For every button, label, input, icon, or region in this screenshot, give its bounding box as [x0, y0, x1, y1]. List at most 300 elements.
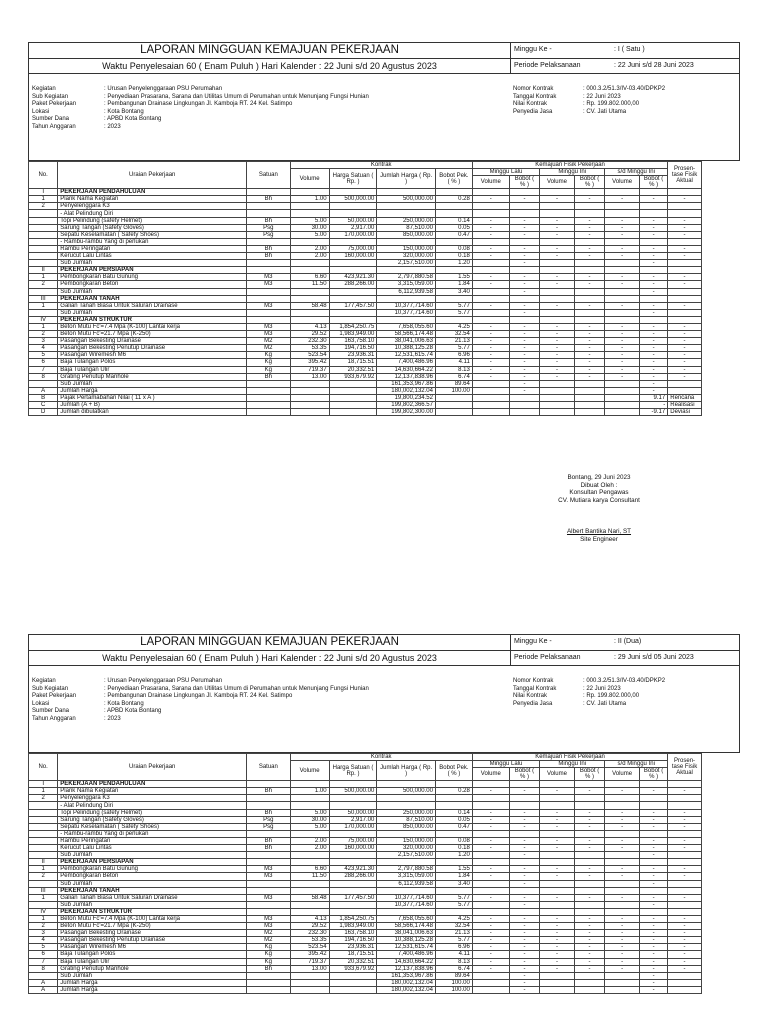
row-jumlah [377, 267, 436, 274]
row-uraian: PEKERJAAN STRUKTUR [58, 908, 247, 915]
row-progress-cell: - [605, 302, 640, 309]
row-prosentase [668, 795, 702, 802]
info-row [32, 708, 369, 716]
row-progress-cell: - [509, 866, 539, 873]
row-progress-cell [605, 267, 640, 274]
row-progress-cell [540, 830, 575, 837]
row-volume [290, 288, 329, 295]
row-uraian: Sub Jumlah [58, 880, 247, 887]
row-progress-cell: - [605, 373, 640, 380]
row-progress-cell: - [472, 965, 509, 972]
row-progress-cell: - [540, 873, 575, 880]
table-row [29, 302, 740, 309]
minggu-label: Minggu Ke - [514, 638, 552, 645]
row-progress-cell [472, 295, 509, 302]
row-no [29, 380, 58, 387]
row-progress-cell: - [509, 338, 539, 345]
row-prosentase [668, 380, 702, 387]
row-progress-cell: - [639, 359, 667, 366]
row-satuan: M3 [247, 281, 290, 288]
row-progress-cell: - [540, 915, 575, 922]
row-volume: 30.00 [290, 816, 329, 823]
row-progress-cell: - [639, 937, 667, 944]
row-progress-cell: - [540, 281, 575, 288]
row-progress-cell: - [574, 345, 604, 352]
row-bobot: 5.77 [435, 309, 472, 316]
row-volume: 6.60 [290, 866, 329, 873]
info-key: Paket Pekerjaan [32, 101, 77, 108]
row-progress-cell [639, 859, 667, 866]
row-volume: 5.00 [290, 809, 329, 816]
col-minggu-lalu: Minggu Lalu [472, 761, 539, 768]
row-progress-cell [574, 189, 604, 196]
row-progress-cell [605, 402, 640, 409]
row-jumlah: 14,630,664.22 [377, 958, 436, 965]
row-progress-cell: - [472, 323, 509, 330]
info-value: : CV. Jati Utama [583, 108, 627, 115]
row-progress-cell: - [639, 352, 667, 359]
row-uraian: PEKERJAAN PERSIAPAN [58, 267, 247, 274]
row-bobot: 3.40 [435, 880, 472, 887]
row-volume: 1.00 [290, 196, 329, 203]
row-progress-cell [540, 972, 575, 979]
col-jumlah-harga: Jumlah Harga ( Rp. ) [377, 761, 436, 781]
row-harga: 20,332.51 [329, 366, 377, 373]
row-progress-cell [472, 795, 509, 802]
row-harga: 20,332.51 [329, 958, 377, 965]
row-progress-cell [472, 781, 509, 788]
row-jumlah: 2,157,510.00 [377, 260, 436, 267]
signature-company: CV. Mutiara karya Consultant [558, 496, 640, 504]
row-progress-cell: - [639, 823, 667, 830]
row-progress-cell: - [605, 231, 640, 238]
row-progress-cell [574, 986, 604, 993]
row-uraian: Galian Tanah Biasa Untuk Saluran Drainase [58, 302, 247, 309]
row-satuan: M2 [247, 930, 290, 937]
row-no [29, 238, 58, 245]
col-satuan: Satuan [247, 162, 290, 189]
row-harga [329, 901, 377, 908]
row-no [29, 816, 58, 823]
row-bobot: 100.00 [435, 979, 472, 986]
row-uraian: Pasangan Bekesting Penutup Drainase [58, 345, 247, 352]
row-progress-cell: - [509, 979, 539, 986]
row-bobot [435, 908, 472, 915]
row-jumlah: 12,531,615.74 [377, 352, 436, 359]
row-progress-cell: - [472, 366, 509, 373]
info-row [32, 101, 369, 109]
row-progress-cell: - [639, 366, 667, 373]
row-progress-cell: - [639, 281, 667, 288]
row-progress-cell: - [509, 958, 539, 965]
row-progress-cell: -9.17 [639, 409, 667, 416]
row-progress-cell [540, 267, 575, 274]
col-bobot: Bobot ( % ) [509, 768, 539, 781]
row-jumlah: 7,658,055.60 [377, 915, 436, 922]
row-harga: 423,921.30 [329, 866, 377, 873]
table-row [29, 316, 740, 323]
row-satuan [247, 880, 290, 887]
info-row [32, 701, 369, 709]
row-harga [329, 781, 377, 788]
row-uraian: Penyelenggara K3 [58, 203, 247, 210]
col-volume: Volume [605, 768, 640, 781]
row-progress-cell: - [574, 923, 604, 930]
row-satuan: Bh [247, 373, 290, 380]
row-progress-cell: - [639, 302, 667, 309]
row-satuan: M3 [247, 915, 290, 922]
table-row [29, 894, 740, 901]
row-progress-cell: - [509, 196, 539, 203]
report-week-1 [28, 42, 740, 416]
row-jumlah: 10,377,714.60 [377, 894, 436, 901]
row-progress-cell [574, 795, 604, 802]
row-uraian: Pasangan Wiremesh M6 [58, 944, 247, 951]
info-row [32, 86, 369, 94]
row-satuan: Bh [247, 196, 290, 203]
row-prosentase: - [668, 944, 702, 951]
row-no [29, 309, 58, 316]
row-progress-cell: - [605, 944, 640, 951]
row-harga [329, 260, 377, 267]
row-progress-cell [509, 394, 539, 401]
row-progress-cell: - [605, 965, 640, 972]
row-harga: 23,936.31 [329, 352, 377, 359]
row-jumlah: 180,002,132.04 [377, 979, 436, 986]
row-harga: 160,000.00 [329, 253, 377, 260]
row-jumlah: 58,566,174.48 [377, 331, 436, 338]
row-uraian: PEKERJAAN PENDAHULUAN [58, 189, 247, 196]
row-progress-cell [509, 830, 539, 837]
table-row [29, 915, 740, 922]
row-progress-cell: - [540, 823, 575, 830]
table-row [29, 830, 740, 837]
row-progress-cell: - [639, 845, 667, 852]
table-row [29, 951, 740, 958]
row-uraian: Penyelenggara K3 [58, 795, 247, 802]
row-prosentase [668, 316, 702, 323]
row-bobot [435, 409, 472, 416]
col-kontrak: Kontrak [290, 162, 472, 169]
info-value: : Urusan Penyelenggaraan PSU Perumahan [104, 678, 223, 684]
row-progress-cell: - [605, 338, 640, 345]
report-header [28, 42, 740, 59]
row-harga [329, 852, 377, 859]
row-no: 3 [29, 338, 58, 345]
row-bobot [435, 316, 472, 323]
table-row [29, 809, 740, 816]
row-progress-cell: - [605, 866, 640, 873]
row-volume: 5.00 [290, 823, 329, 830]
col-volume: Volume [540, 768, 575, 781]
row-progress-cell: - [540, 224, 575, 231]
row-harga: 18,715.51 [329, 951, 377, 958]
row-progress-cell [605, 830, 640, 837]
info-row [32, 716, 369, 724]
row-prosentase [668, 203, 702, 210]
row-progress-cell [472, 387, 509, 394]
row-progress-cell: - [574, 359, 604, 366]
row-progress-cell [472, 260, 509, 267]
row-progress-cell: - [574, 281, 604, 288]
row-bobot: 21.13 [435, 338, 472, 345]
row-prosentase: - [668, 224, 702, 231]
report-header [28, 634, 740, 651]
row-volume: 29.52 [290, 923, 329, 930]
row-progress-cell: - [574, 231, 604, 238]
row-progress-cell: - [509, 972, 539, 979]
row-progress-cell: - [574, 274, 604, 281]
periode-value: : 29 Juni s/d 05 Juni 2023 [614, 654, 694, 661]
info-key: Nomor Kontrak [513, 678, 554, 684]
row-progress-cell: - [509, 823, 539, 830]
row-progress-cell: - [540, 837, 575, 844]
row-progress-cell: - [639, 373, 667, 380]
row-bobot: 0.47 [435, 823, 472, 830]
row-progress-cell [605, 210, 640, 217]
row-prosentase [668, 859, 702, 866]
row-volume: 395.42 [290, 951, 329, 958]
row-progress-cell: - [574, 224, 604, 231]
table-row [29, 986, 740, 993]
row-progress-cell: - [472, 845, 509, 852]
row-progress-cell: - [605, 923, 640, 930]
row-progress-cell [540, 795, 575, 802]
signature-made-by: Dibuat Oleh : [580, 481, 618, 489]
row-prosentase: - [668, 958, 702, 965]
row-progress-cell: - [509, 915, 539, 922]
row-progress-cell [540, 852, 575, 859]
row-progress-cell: - [472, 331, 509, 338]
row-bobot: 5.77 [435, 345, 472, 352]
row-bobot [435, 267, 472, 274]
row-no: I [29, 781, 58, 788]
row-jumlah [377, 203, 436, 210]
col-no: No. [29, 754, 58, 781]
table-row [29, 274, 740, 281]
row-satuan: M3 [247, 923, 290, 930]
row-satuan [247, 986, 290, 993]
row-progress-cell: - [472, 338, 509, 345]
row-harga: 75,000.00 [329, 837, 377, 844]
row-bobot [435, 830, 472, 837]
row-volume: 523.54 [290, 944, 329, 951]
row-jumlah [377, 295, 436, 302]
table-row [29, 923, 740, 930]
row-progress-cell [574, 210, 604, 217]
info-row [32, 116, 369, 124]
info-value: : CV. Jati Utama [583, 700, 627, 707]
row-volume: 2.00 [290, 245, 329, 252]
row-satuan [247, 260, 290, 267]
info-value: : Pembangunan Drainase Lingkungan Jl. Kamboja RT. 24 Kel. Satimpo [104, 693, 293, 700]
info-key: Sub Kegiatan [32, 685, 69, 692]
row-harga: 23,936.31 [329, 944, 377, 951]
row-progress-cell: - [509, 323, 539, 330]
progress-table [28, 161, 740, 416]
row-progress-cell: - [605, 253, 640, 260]
row-uraian: Kerucut Lalu Lintas [58, 845, 247, 852]
signature-place-date: Bontang, 29 Juni 2023 [567, 474, 631, 481]
row-progress-cell: - [605, 845, 640, 852]
row-progress-cell [509, 908, 539, 915]
row-progress-cell [605, 887, 640, 894]
row-satuan [247, 380, 290, 387]
row-progress-cell: - [574, 196, 604, 203]
minggu-value: : II (Dua) [614, 638, 642, 645]
row-volume: 13.00 [290, 373, 329, 380]
row-no: D [29, 409, 58, 416]
row-volume [290, 781, 329, 788]
row-prosentase [668, 802, 702, 809]
row-progress-cell [605, 880, 640, 887]
row-progress-cell [639, 267, 667, 274]
row-volume: 53.35 [290, 937, 329, 944]
row-bobot: 32.54 [435, 331, 472, 338]
row-progress-cell: - [574, 845, 604, 852]
row-uraian: Beton Mutu Fc'=21.7 Mpa (K-250) [58, 923, 247, 930]
col-kemajuan: Kemajuan Fisik Pekerjaan [472, 162, 667, 169]
row-progress-cell [509, 203, 539, 210]
row-uraian: Topi Pelindung (safety Helmet) [58, 809, 247, 816]
col-satuan: Satuan [247, 754, 290, 781]
row-progress-cell [472, 238, 509, 245]
row-progress-cell [509, 402, 539, 409]
row-uraian: Pembongkaran Beton [58, 873, 247, 880]
row-jumlah: 199,802,366.57 [377, 402, 436, 409]
table-row [29, 338, 740, 345]
row-uraian: Baja Tulangan Ulir [58, 958, 247, 965]
row-volume [290, 802, 329, 809]
table-row [29, 908, 740, 915]
row-harga [329, 802, 377, 809]
row-bobot [435, 781, 472, 788]
row-prosentase: - [668, 866, 702, 873]
row-prosentase [668, 295, 702, 302]
row-progress-cell: - [639, 944, 667, 951]
row-uraian: Pembongkaran Batu Gunung [58, 274, 247, 281]
row-volume: 719.37 [290, 958, 329, 965]
row-uraian: Rambu Peringatan [58, 245, 247, 252]
row-bobot [435, 859, 472, 866]
row-progress-cell: - [540, 352, 575, 359]
row-no: IV [29, 908, 58, 915]
row-progress-cell [472, 409, 509, 416]
row-harga: 163,758.10 [329, 338, 377, 345]
row-progress-cell [574, 309, 604, 316]
table-row [29, 210, 740, 217]
row-no: 7 [29, 366, 58, 373]
row-progress-cell [574, 830, 604, 837]
row-satuan [247, 979, 290, 986]
row-progress-cell: - [639, 309, 667, 316]
row-progress-cell: - [540, 253, 575, 260]
row-prosentase: - [668, 253, 702, 260]
row-progress-cell: - [574, 338, 604, 345]
row-progress-cell: - [540, 788, 575, 795]
row-progress-cell [472, 316, 509, 323]
row-jumlah: 180,002,132.04 [377, 387, 436, 394]
info-value: : 2023 [104, 715, 121, 722]
row-progress-cell: - [639, 274, 667, 281]
row-jumlah: 250,000.00 [377, 809, 436, 816]
row-satuan [247, 295, 290, 302]
row-uraian: Beton Mutu Fc'=7.4 Mpa (K-100) Lantai kerja [58, 915, 247, 922]
row-prosentase: - [668, 196, 702, 203]
row-progress-cell: - [605, 894, 640, 901]
row-satuan: Psg [247, 816, 290, 823]
row-bobot: 0.05 [435, 816, 472, 823]
row-harga: 1,983,949.00 [329, 923, 377, 930]
row-satuan: Kg [247, 366, 290, 373]
row-progress-cell: - [639, 894, 667, 901]
row-prosentase [668, 830, 702, 837]
row-jumlah: 10,377,714.60 [377, 302, 436, 309]
row-volume [290, 210, 329, 217]
row-progress-cell [605, 380, 640, 387]
row-satuan [247, 972, 290, 979]
row-bobot: 4.25 [435, 915, 472, 922]
row-bobot: 100.00 [435, 986, 472, 993]
row-harga [329, 880, 377, 887]
row-jumlah: 10,377,714.60 [377, 901, 436, 908]
row-progress-cell [574, 288, 604, 295]
row-prosentase: - [668, 894, 702, 901]
row-volume [290, 852, 329, 859]
row-bobot [435, 203, 472, 210]
table-row [29, 788, 740, 795]
row-uraian: Jumlah (A + B) [58, 402, 247, 409]
row-progress-cell: - [472, 217, 509, 224]
row-volume [290, 267, 329, 274]
row-progress-cell: - [639, 196, 667, 203]
row-harga [329, 267, 377, 274]
row-progress-cell [540, 402, 575, 409]
info-key: Lokasi [32, 108, 50, 115]
row-progress-cell: - [472, 937, 509, 944]
row-progress-cell [540, 316, 575, 323]
row-progress-cell [472, 402, 509, 409]
info-key: Tanggal Kontrak [513, 93, 557, 100]
row-progress-cell: - [472, 873, 509, 880]
row-prosentase [668, 979, 702, 986]
row-jumlah [377, 316, 436, 323]
info-row [513, 678, 665, 686]
row-satuan [247, 859, 290, 866]
row-volume: 13.00 [290, 965, 329, 972]
row-prosentase: Realisasi [668, 402, 702, 409]
row-no: 3 [29, 930, 58, 937]
row-progress-cell: - [509, 816, 539, 823]
row-bobot: 6.74 [435, 965, 472, 972]
row-progress-cell [472, 267, 509, 274]
col-sd-minggu-ini: s/d Minggu Ini [605, 169, 668, 176]
row-volume: 4.13 [290, 915, 329, 922]
info-key: Tahun Anggaran [32, 123, 76, 130]
table-row [29, 816, 740, 823]
row-no: A [29, 387, 58, 394]
row-no: IV [29, 316, 58, 323]
row-bobot [435, 210, 472, 217]
row-progress-cell: - [509, 302, 539, 309]
row-harga [329, 203, 377, 210]
row-prosentase [668, 267, 702, 274]
table-row [29, 387, 740, 394]
table-row [29, 887, 740, 894]
signature-title: Site Engineer [580, 535, 618, 543]
row-jumlah: 38,041,006.63 [377, 338, 436, 345]
col-kontrak: Kontrak [290, 754, 472, 761]
